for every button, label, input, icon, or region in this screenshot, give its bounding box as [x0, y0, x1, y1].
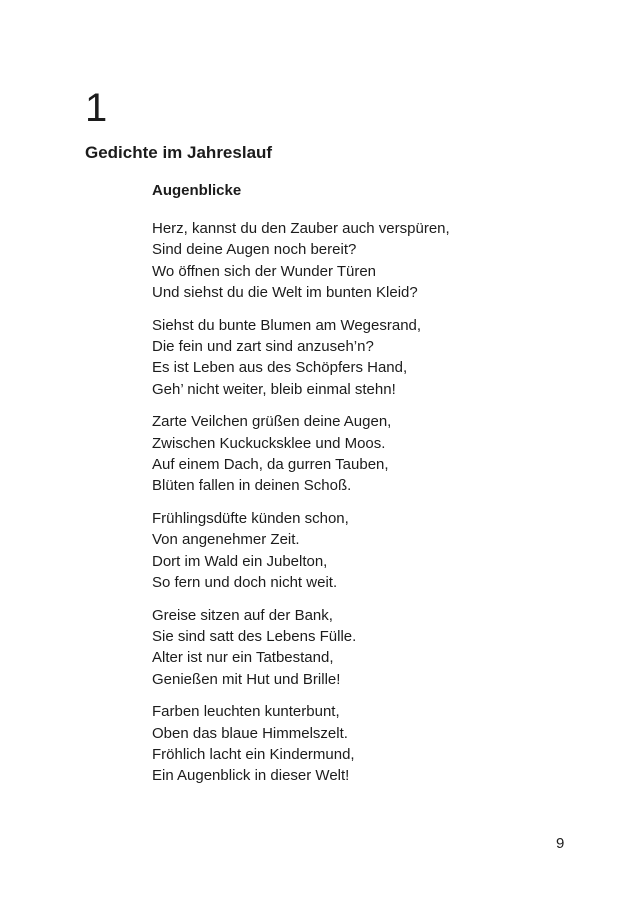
- poem-line: Sind deine Augen noch bereit?: [152, 241, 357, 259]
- poem-line: Greise sitzen auf der Bank,: [152, 606, 333, 624]
- poem-stanza-5: [152, 605, 572, 690]
- poem: [152, 181, 572, 798]
- poem-stanza-2: [152, 315, 572, 400]
- poem-line: Genießen mit Hut und Brille!: [152, 670, 341, 688]
- poem-stanza-4: [152, 508, 572, 593]
- poem-line: Es ist Leben aus des Schöpfers Hand,: [152, 359, 408, 377]
- poem-line: Alter ist nur ein Tatbestand,: [152, 649, 334, 667]
- page-number: 9: [556, 835, 565, 852]
- poem-line: Siehst du bunte Blumen am Wegesrand,: [152, 316, 422, 334]
- poem-line: Wo öffnen sich der Wunder Türen: [152, 262, 377, 280]
- poem-title: Augenblicke: [152, 182, 242, 199]
- poem-line: Herz, kannst du den Zauber auch verspüren,: [152, 220, 450, 237]
- poem-line: Oben das blaue Himmelszelt.: [152, 724, 348, 742]
- poem-line: Auf einem Dach, da gurren Tauben,: [152, 455, 389, 473]
- poem-line: Dort im Wald ein Jubelton,: [152, 552, 328, 570]
- poem-stanza-3: [152, 411, 572, 496]
- chapter-number: 1: [85, 86, 108, 130]
- poem-line: Sie sind satt des Lebens Fülle.: [152, 628, 357, 646]
- chapter-title: Gedichte im Jahreslauf: [85, 143, 273, 162]
- poem-line: Frühlingsdüfte künden schon,: [152, 510, 349, 528]
- poem-line: Und siehst du die Welt im bunten Kleid?: [152, 283, 418, 301]
- poem-line: Zwischen Kuckucksklee und Moos.: [152, 434, 386, 452]
- poem-line: Farben leuchten kunterbunt,: [152, 703, 340, 721]
- poem-line: Von angenehmer Zeit.: [152, 531, 300, 549]
- poem-line: Fröhlich lacht ein Kindermund,: [152, 746, 355, 764]
- poem-line: So fern und doch nicht weit.: [152, 573, 338, 591]
- poem-line: Zarte Veilchen grüßen deine Augen,: [152, 413, 392, 431]
- poem-line: Blüten fallen in deinen Schoß.: [152, 477, 352, 495]
- poem-stanza-6: [152, 701, 572, 786]
- poem-stanza-1: [152, 218, 572, 303]
- poem-line: Ein Augenblick in dieser Welt!: [152, 767, 350, 785]
- poem-line: Geh’ nicht weiter, bleib einmal stehn!: [152, 380, 396, 398]
- poem-line: Die fein und zart sind anzuseh’n?: [152, 337, 374, 355]
